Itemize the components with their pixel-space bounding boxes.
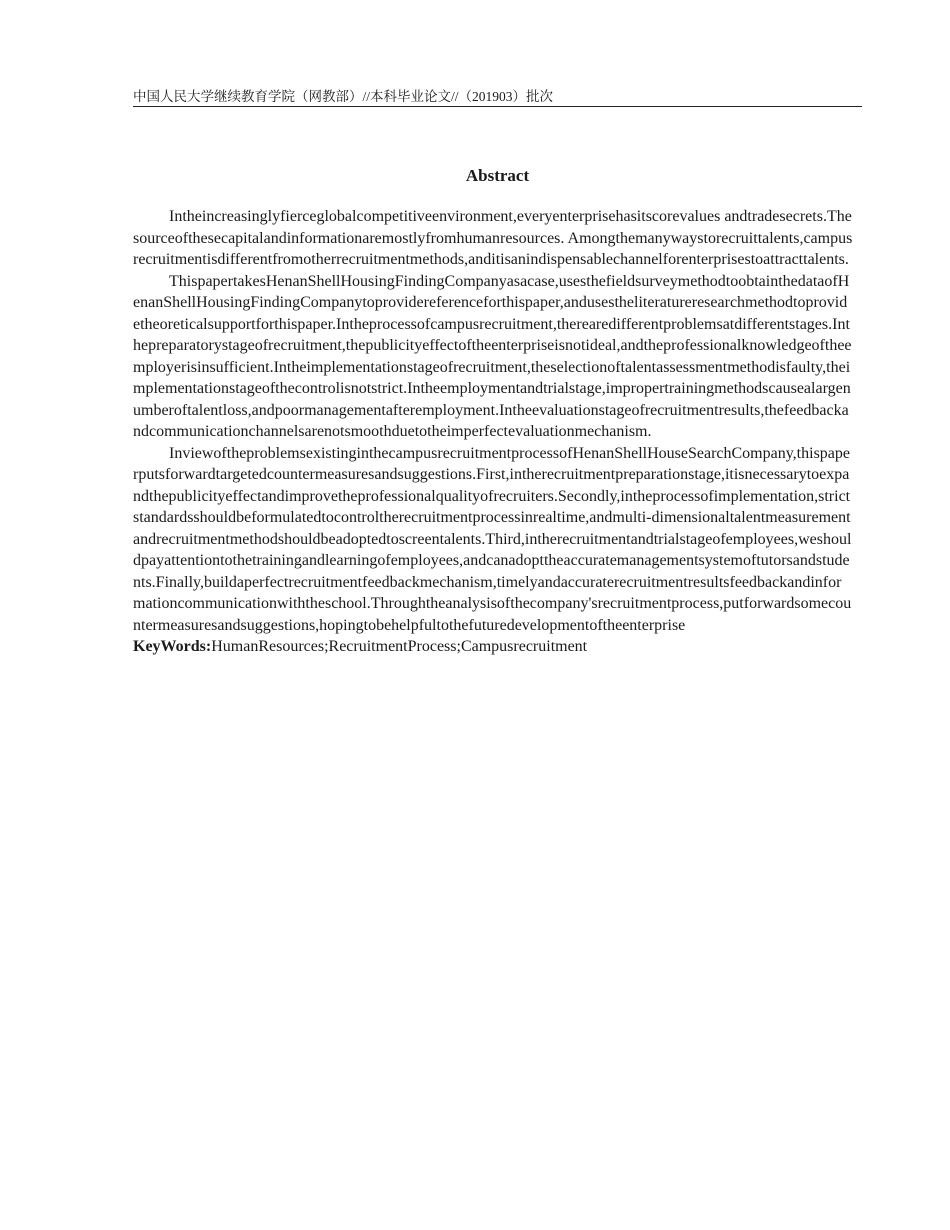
keywords-label: KeyWords: <box>133 638 212 655</box>
page-header <box>133 88 862 107</box>
abstract-paragraph-2: ThispapertakesHenanShellHousingFindingCompanyasacase,usesthefieldsurveymethodtoobtainthedataofHenanShellHousingFindingCompanytoprovidereferenceforthispaper,andusestheliteratureresearchmethodtoprovidetheoreticalsupportforthispaper.Intheprocessofcampusrecruitment,therearedifferentproblemsatdifferentstages.Inthepreparatorystageofrecruitment,thepublicityeffectoftheenterpriseisnotideal,andtheprofessionalknowledgeoftheemployerisinsufficient.Intheimplementationstageofrecruitment,theselectionoftalentassessmentmethodisfaulty,theimplementationstageofthecontrolisnotstrict.Intheemploymentandtrialstage,impropertrainingmethodscausealargenumberoftalentloss,andpoormanagementafteremployment.Intheevaluationstageofrecruitmentresults,thefeedbackandcommunicationchannelsarenotsmoothduetotheimperfectevaluationmechanism. <box>133 272 852 440</box>
abstract-title: Abstract <box>465 166 530 185</box>
header-text: 中国人民大学继续教育学院（网教部）//本科毕业论文//（201903）批次 <box>133 89 554 104</box>
keywords-text: HumanResources;RecruitmentProcess;Campusrecruitment <box>211 638 588 655</box>
abstract-paragraph-3: InviewoftheproblemsexistinginthecampusrecruitmentprocessofHenanShellHouseSearchCompany,thispaperputsforwardtargetedcountermeasuresandsuggestions.First,intherecruitmentpreparationstage,itisnecessarytoexpandthepublicityeffectandimprovetheprofessionalqualityofrecruiters.Secondly,intheprocessofimplementation,strictstandardsshouldbeformulatedtocontroltherecruitmentprocessinrealtime,andmulti-dimensionaltalentmeasurementandrecruitmentmethodshouldbeadoptedtoscreentalents.Third,intherecruitmentandtrialstageofemployees,weshouldpayattentiontothetrainingandlearningofemployees,andcanadopttheaccuratemanagementsystemoftutorsandstudents.Finally,buildaperfectrecruitmentfeedbackmechanism,timelyandaccuraterecruitmentresultsfeedbackandinformationcommunicationwiththeschool.Throughtheanalysisofthecompany'srecruitmentprocess,putforwardsomecountermeasuresandsuggestions,hopingtobehelpfultothefuturedevelopmentoftheenterprise <box>133 444 852 634</box>
abstract-paragraph-1: Intheincreasinglyfierceglobalcompetitiveenvironment,everyenterprisehasitscorevalues andtradesecrets.Thesourceofthesecapitalandinformationaremostlyfromhumanresources. Amongthemanywaystorecruittalents,campusrecruitmentisdifferentfromotherrecruitmentmethods,anditisanindispensablechannelforenterprisestoattracttalents. <box>133 208 853 268</box>
keywords-line <box>133 636 853 658</box>
abstract-body <box>133 206 853 658</box>
